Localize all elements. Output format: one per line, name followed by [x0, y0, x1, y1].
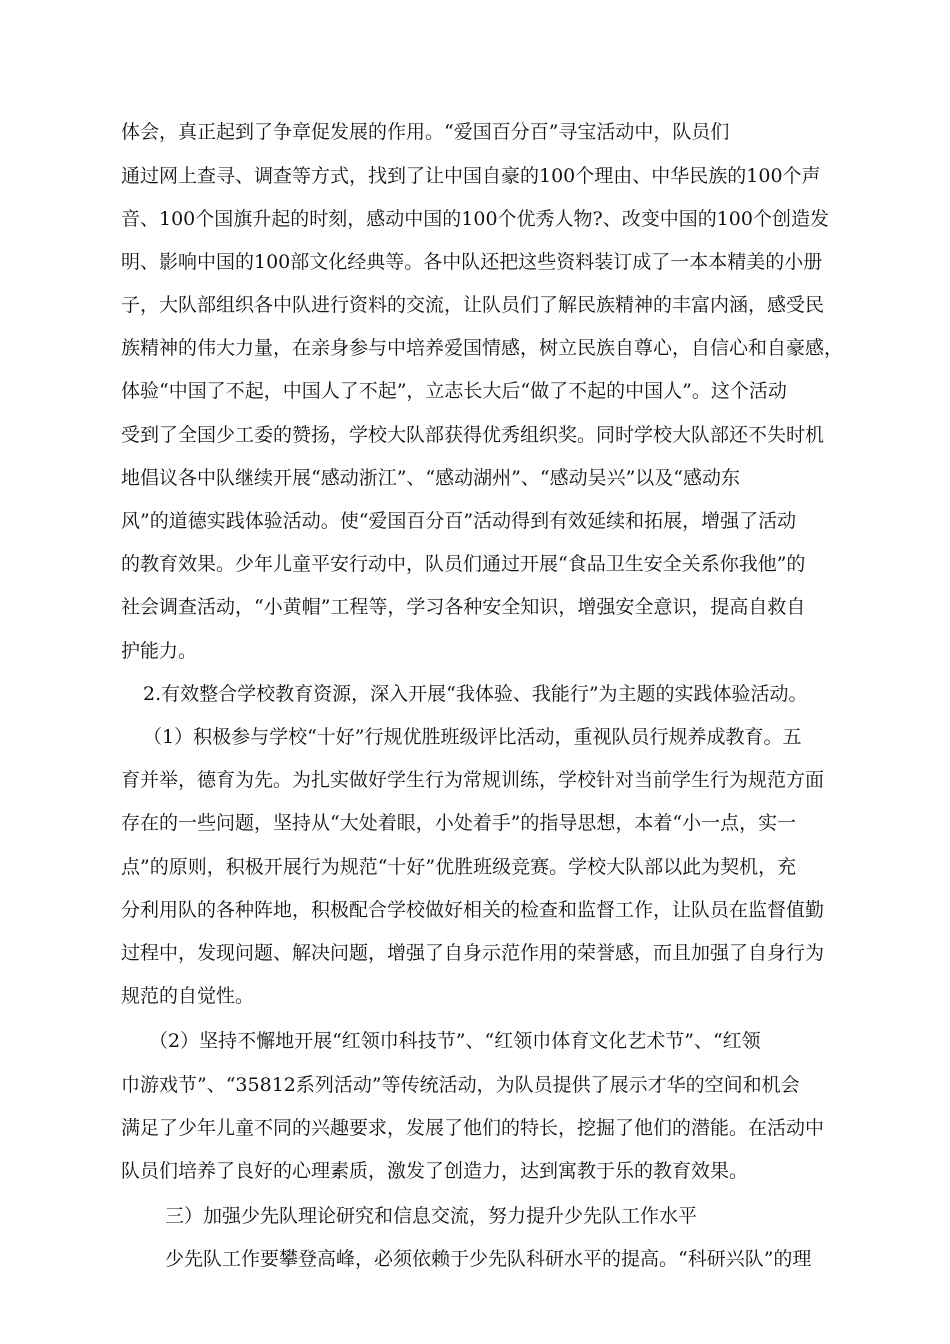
text-line: 的教育效果。少年儿童平安行动中，队员们通过开展“食品卫生安全关系你我他”的 — [121, 553, 806, 575]
text-line: 体会，真正起到了争章促发展的作用。“爱国百分百”寻宝活动中，队员们 — [121, 121, 730, 143]
section-heading: 三）加强少先队理论研究和信息交流，努力提升少先队工作水平 — [165, 1205, 698, 1227]
section-heading: 2.有效整合学校教育资源，深入开展“我体验、我能行”为主题的实践体验活动。 — [143, 683, 808, 705]
text-line: 地倡议各中队继续开展“感动浙江”、“感动湖州”、“感动吴兴”以及“感动东 — [121, 467, 740, 489]
text-line: 社会调查活动，“小黄帽”工程等，学习各种安全知识，增强安全意识，提高自救自 — [121, 596, 806, 618]
text-line: 受到了全国少工委的赞扬，学校大队部获得优秀组织奖。同时学校大队部还不失时机 — [121, 424, 825, 446]
text-line: 体验“中国了不起，中国人了不起”，立志长大后“做了不起的中国人”。这个活动 — [121, 380, 787, 402]
text-line: 巾游戏节”、“35812系列活动”等传统活动，为队员提供了展示才华的空间和机会 — [121, 1074, 800, 1096]
text-line: 明、影响中国的100部文化经典等。各中队还把这些资料装订成了一本本精美的小册 — [121, 251, 823, 273]
text-line: 队员们培养了良好的心理素质，激发了创造力，达到寓教于乐的教育效果。 — [121, 1160, 749, 1182]
text-line: （2）坚持不懈地开展“红领巾科技节”、“红领巾体育文化艺术节”、“红领 — [149, 1030, 761, 1052]
text-line: 风”的道德实践体验活动。使“爱国百分百”活动得到有效延续和拓展，增强了活动 — [121, 510, 797, 532]
text-line: 少先队工作要攀登高峰，必须依赖于少先队科研水平的提高。“科研兴队”的理 — [165, 1248, 812, 1270]
text-line: 满足了少年儿童不同的兴趣要求，发展了他们的特长，挖掘了他们的潜能。在活动中 — [121, 1117, 825, 1139]
text-line: 育并举，德育为先。为扎实做好学生行为常规训练，学校针对当前学生行为规范方面 — [121, 769, 825, 791]
text-line: 通过网上查寻、调查等方式，找到了让中国自豪的100个理由、中华民族的100个声 — [121, 165, 821, 187]
text-line: 护能力。 — [121, 640, 198, 662]
text-line: 规范的自觉性。 — [121, 985, 255, 1007]
text-line: 存在的一些问题，坚持从“大处着眼，小处着手”的指导思想，本着“小一点，实一 — [121, 812, 797, 834]
text-line: 族精神的伟大力量，在亲身参与中培养爱国情感，树立民族自尊心，自信心和自豪感， — [121, 337, 844, 359]
text-line: 分利用队的各种阵地，积极配合学校做好相关的检查和监督工作，让队员在监督值勤 — [121, 899, 825, 921]
text-line: 音、100个国旗升起的时刻，感动中国的100个优秀人物?、改变中国的100个创造发 — [121, 208, 829, 230]
text-line: 点”的原则，积极开展行为规范“十好”优胜班级竞赛。学校大队部以此为契机，充 — [121, 856, 797, 878]
text-line: 子，大队部组织各中队进行资料的交流，让队员们了解民族精神的丰富内涵，感受民 — [121, 294, 825, 316]
text-line: 过程中，发现问题、解决问题，增强了自身示范作用的荣誉感，而且加强了自身行为 — [121, 942, 825, 964]
text-line: （1）积极参与学校“十好”行规优胜班级评比活动，重视队员行规养成教育。五 — [143, 726, 802, 748]
